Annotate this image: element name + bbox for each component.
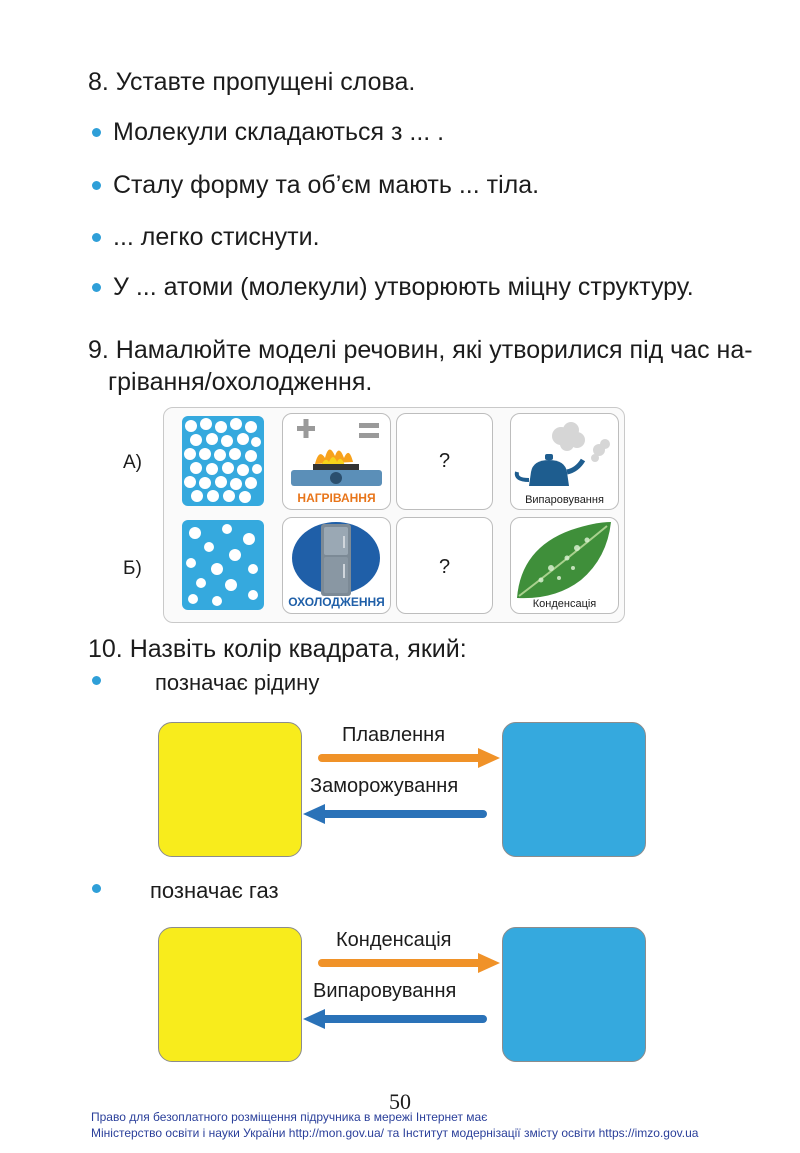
sparse-particles-model: [169, 517, 276, 612]
heating-card: [282, 413, 391, 510]
dense-particles-model: [169, 413, 276, 508]
bullet-icon: [92, 181, 101, 190]
forward-process-label-1: Плавлення: [342, 724, 446, 746]
yellow-square: [158, 722, 302, 857]
arrow-right-icon: [318, 748, 500, 768]
arrow-left-icon: [303, 804, 487, 824]
heating-label: НАГРІВАННЯ: [297, 491, 376, 505]
task9-title-line1: 9. Намалюйте моделі речовин, які утворилися під час на-: [88, 336, 753, 364]
task10-item2: позначає газ: [150, 878, 279, 903]
question-mark-b: ?: [438, 556, 451, 578]
yellow-square-2: [158, 927, 302, 1062]
row-b-label: Б): [123, 558, 142, 579]
sparse-particles-image: [169, 517, 276, 612]
task8-title: 8. Уставте пропущені слова.: [88, 68, 416, 96]
blue-square: [502, 722, 646, 857]
evaporation-card: [510, 413, 619, 510]
arrow-right-icon: [318, 953, 500, 973]
cooling-label: ОХОЛОДЖЕННЯ: [288, 595, 385, 609]
condensation-label: Конденсація: [532, 598, 597, 610]
dense-particles-image: [169, 413, 276, 508]
forward-process-label-2: Конденсація: [336, 929, 452, 951]
footer-line-2: Міністерство освіти і науки України http://mon.gov.ua/ та Інститут модернізації змісту освіти https://imzo.gov.ua: [91, 1126, 699, 1140]
answer-box-a[interactable]: [396, 413, 493, 510]
bullet-icon: [92, 884, 101, 893]
condensation-card: [510, 517, 619, 614]
task8-item-3: ... легко стиснути.: [113, 223, 320, 251]
task10-item1: позначає рідину: [155, 670, 320, 695]
evaporation-label: Випаровування: [525, 494, 604, 506]
bullet-icon: [92, 283, 101, 292]
bullet-icon: [92, 676, 101, 685]
task8-item-1: Молекули складаються з ... .: [113, 118, 445, 146]
page-number: 50: [389, 1089, 411, 1114]
task10-title: 10. Назвіть колір квадрата, який:: [88, 635, 467, 663]
blue-square-2: [502, 927, 646, 1062]
bullet-icon: [92, 233, 101, 242]
answer-box-b[interactable]: [396, 517, 493, 614]
task8-item-2: Сталу форму та об’єм мають ... тіла.: [113, 171, 540, 199]
arrow-left-icon: [303, 1009, 487, 1029]
question-mark-a: ?: [438, 450, 451, 472]
task8-item-4: У ... атоми (молекули) утворюють міцну структуру.: [113, 273, 694, 301]
backward-process-label-2: Випаровування: [313, 980, 457, 1002]
task9-title-line2: грівання/охолодження.: [108, 368, 373, 396]
row-a-label: А): [123, 452, 142, 473]
bullet-icon: [92, 128, 101, 137]
cooling-card: [282, 517, 391, 614]
backward-process-label-1: Заморожування: [310, 775, 459, 797]
footer-line-1: Право для безоплатного розміщення підручника в мережі Інтернет має: [91, 1110, 488, 1124]
